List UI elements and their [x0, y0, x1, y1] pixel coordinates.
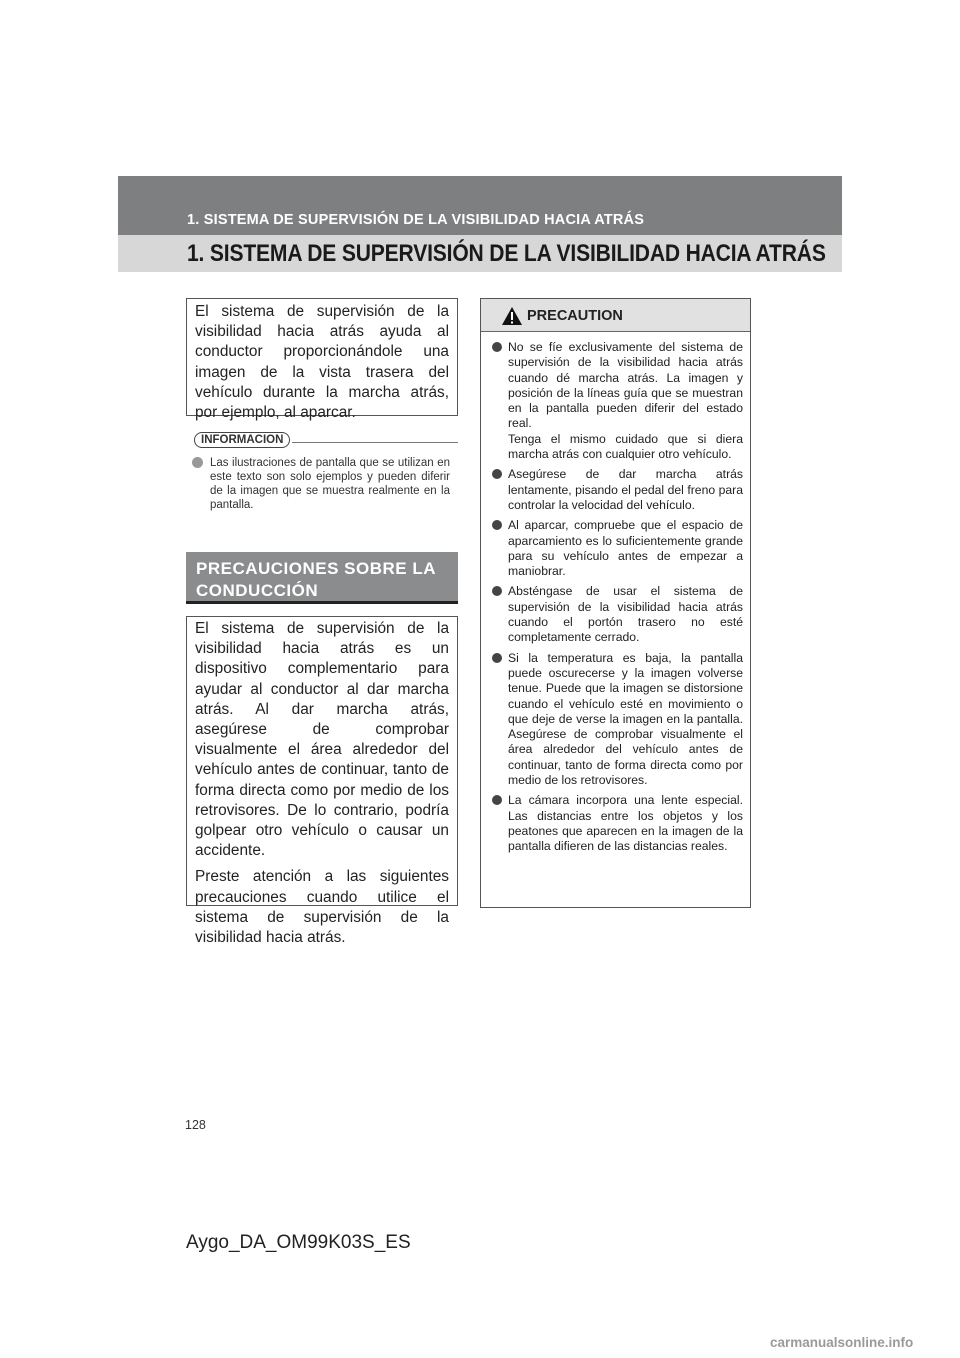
caution-list: [481, 332, 750, 855]
warning-triangle-icon: [501, 306, 523, 326]
caution-title: PRECAUTION: [527, 308, 623, 324]
caution-item: [492, 584, 743, 645]
bullet-circle-icon: [192, 457, 203, 468]
caution-header: [481, 299, 750, 332]
subsection-header: [186, 552, 458, 604]
bullet-circle-icon: [492, 795, 502, 805]
caution-item-text: Absténgase de usar el sistema de supervisión de la visibilidad hacia atrás cuando el portón trasero no esté completamente cerrado.: [508, 584, 743, 645]
bullet-circle-icon: [492, 586, 502, 596]
intro-box: [186, 298, 458, 422]
page-title: 1. SISTEMA DE SUPERVISIÓN DE LA VISIBILIDAD HACIA ATRÁS: [187, 240, 826, 267]
info-item: [192, 456, 450, 512]
bullet-circle-icon: [492, 520, 502, 530]
caution-item: [492, 340, 743, 462]
bullet-circle-icon: [492, 653, 502, 663]
caution-item-text: Si la temperatura es baja, la pantalla puede oscurecerse y la imagen volverse tenue. Puede que la imagen se distorsione cuando el vehículo esté en movimiento o que deje de verse la imagen en la pantalla. Asegúrese de comprobar visualmente el área alrededor del vehículo antes de continuar, tanto de forma directa como por medio de los retrovisores.: [508, 650, 743, 788]
caution-item: [492, 467, 743, 513]
driving-box: [186, 616, 458, 947]
caution-item-text: Al aparcar, compruebe que el espacio de aparcamiento es lo suficientemente grande para su vehículo antes de empezar a maniobrar.: [508, 518, 743, 579]
caution-item-text: Asegúrese de dar marcha atrás lentamente, pisando el pedal del freno para controlar la velocidad del vehículo.: [508, 467, 743, 512]
caution-box: [480, 298, 751, 908]
info-item-text: Las ilustraciones de pantalla que se utilizan en este texto son solo ejemplos y pueden diferir de la imagen que se muestra realmente en la pantalla.: [210, 457, 450, 511]
info-list: [192, 456, 450, 512]
caution-item: [492, 518, 743, 579]
bullet-circle-icon: [492, 469, 502, 479]
page-number: 128: [185, 1118, 206, 1132]
subsection-title: PRECAUCIONES SOBRE LA CONDUCCIÓN: [196, 559, 436, 600]
section-label: 1. SISTEMA DE SUPERVISIÓN DE LA VISIBILIDAD HACIA ATRÁS: [187, 212, 645, 228]
driving-paragraph-2: Preste atención a las siguientes precauciones cuando utilice el sistema de supervisión de la visibilidad hacia atrás.: [195, 868, 449, 947]
info-divider: [292, 442, 458, 443]
info-label: INFORMACION: [194, 432, 290, 448]
caution-item-text: No se fíe exclusivamente del sistema de supervisión de la visibilidad hacia atrás cuando dé marcha atrás. La imagen y posición de la líneas guía que se muestran en la pantalla pueden diferir del estado real.: [508, 340, 743, 431]
caution-item: [492, 793, 743, 854]
caution-item-text: La cámara incorpora una lente especial. Las distancias entre los objetos y los peatones que aparecen en la imagen de la pantalla difieren de las distancias reales.: [508, 793, 743, 854]
intro-text: El sistema de supervisión de la visibilidad hacia atrás ayuda al conductor proporcionándole una imagen de la vista trasera del vehículo durante la marcha atrás, por ejemplo, al aparcar.: [195, 303, 449, 422]
caution-item: [492, 651, 743, 789]
watermark: carmanualsonline.info: [770, 1335, 914, 1350]
document-code: Aygo_DA_OM99K03S_ES: [186, 1232, 411, 1253]
caution-item-text: Tenga el mismo cuidado que si diera marcha atrás con cualquier otro vehículo.: [508, 431, 743, 462]
driving-paragraph-1: El sistema de supervisión de la visibilidad hacia atrás es un dispositivo complementario para ayudar al conductor al dar marcha atrás. Al dar marcha atrás, asegúrese de comprobar visualmente el área alrededor del vehículo antes de continuar, tanto de forma directa como por medio de los retrovisores. De lo contrario, podría golpear otro vehículo o causar un accidente.: [195, 620, 449, 860]
bullet-circle-icon: [492, 342, 502, 352]
